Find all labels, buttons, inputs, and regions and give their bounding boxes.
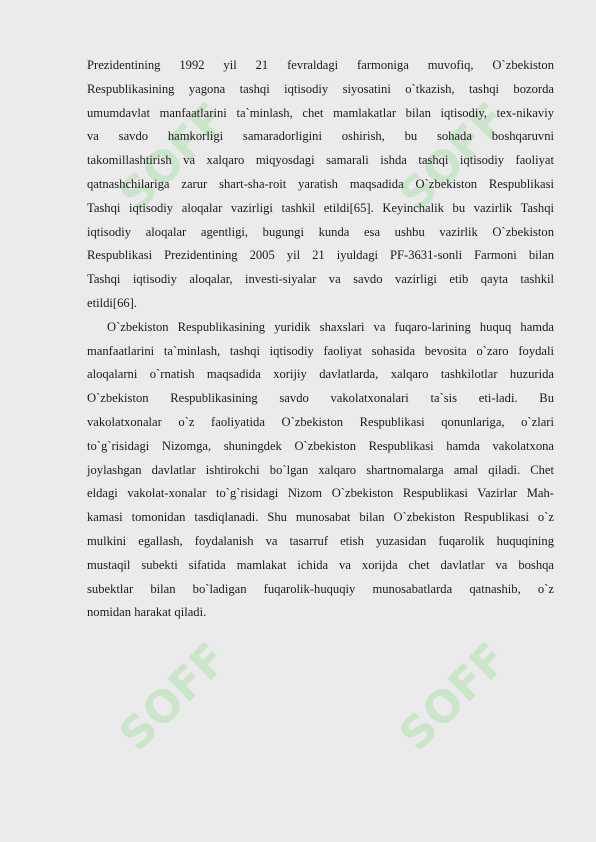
body-text bbox=[87, 54, 554, 625]
text-line: takomillashtirish va xalqaro miqyosdagi samarali ishda tashqi iqtisodiy faoliyat bbox=[87, 153, 554, 168]
text-line: aloqalarni o`rnatish maqsadida xorijiy davlatlarda, xalqaro tashkilotlar huzurida bbox=[87, 367, 554, 382]
text-line: Tashqi iqtisodiy aloqalar, investi-siyalar va savdo vazirligi etib qayta tashkil bbox=[87, 272, 554, 287]
text-line: joylashgan davlatlar ishtirokchi bo`lgan xalqaro shartnomalarga amal qiladi. Chet bbox=[87, 462, 554, 477]
text-line: vakolatxonalar o`z faoliyatida O`zbekiston Respublikasi qonunlariga, o`zlari bbox=[87, 414, 554, 429]
svg-text:SOFF: SOFF bbox=[109, 633, 238, 761]
text-line: Respublikasining yagona tashqi iqtisodiy siyosatini o`tkazish, tashqi bozorda bbox=[87, 81, 554, 96]
text-line: eldagi vakolat-xonalar to`g`risidagi Nizom O`zbekiston Respublikasi Vazirlar Mah- bbox=[87, 486, 554, 501]
text-line: Respublikasi Prezidentining 2005 yil 21 iyuldagi PF-3631-sonli Farmoni bilan bbox=[87, 248, 554, 263]
text-line: qatnashchilariga zarur shart-sha-roit yaratish maqsadida O`zbekiston Respublikasi bbox=[87, 176, 554, 191]
text-line: kamasi tomonidan tasdiqlanadi. Shu munosabat bilan O`zbekiston Respublikasi o`z bbox=[87, 510, 554, 525]
text-line: O`zbekiston Respublikasining savdo vakolatxonalari ta`sis eti-ladi. Bu bbox=[87, 391, 554, 406]
watermark-logo bbox=[350, 600, 550, 800]
text-line: to`g`risidagi Nizomga, shuningdek O`zbekiston Respublikasi hamda vakolatxona bbox=[87, 438, 554, 453]
text-line: mulkini egallash, foydalanish va tasarruf etish yuzasidan fuqarolik huquqining bbox=[87, 533, 554, 548]
text-line: Prezidentining 1992 yil 21 fevraldagi farmoniga muvofiq, O`zbekiston bbox=[87, 58, 554, 72]
text-line: Tashqi iqtisodiy aloqalar vazirligi tashkil etildi[65]. Keyinchalik bu vazirlik Tashqi bbox=[87, 200, 554, 215]
svg-text:SOFF: SOFF bbox=[389, 633, 518, 761]
svg-text:SOFF: SOFF bbox=[389, 93, 518, 221]
text-line: umumdavlat manfaatlarini ta`minlash, chet mamlakatlar bilan iqtisodiy, tex-nikaviy bbox=[87, 105, 554, 120]
text-line: manfaatlarini ta`minlash, tashqi iqtisodiy faoliyat sohasida bevosita o`zaro foydali bbox=[87, 343, 554, 358]
text-line: O`zbekiston Respublikasining yuridik shaxslari va fuqaro-larining huquq hamda bbox=[107, 319, 554, 334]
watermark-logo bbox=[70, 600, 270, 800]
text-line: etildi[66]. bbox=[87, 295, 138, 310]
svg-text:SOFF: SOFF bbox=[109, 93, 238, 221]
text-line: va savdo hamkorligi samaradorligini oshirish, bu sohada boshqaruvni bbox=[87, 129, 554, 144]
text-line: subektlar bilan bo`ladigan fuqarolik-huquqiy munosabatlarda qatnashib, o`z bbox=[87, 581, 554, 596]
paragraph-1 bbox=[87, 54, 554, 316]
text-line: iqtisodiy aloqalar agentligi, bugungi kunda esa ushbu vazirlik O`zbekiston bbox=[87, 224, 554, 239]
text-line: nomidan harakat qiladi. bbox=[87, 605, 207, 620]
paragraph-2 bbox=[87, 316, 554, 625]
text-line: mustaqil subekti sifatida mamlakat ichida va xorijda chet davlatlar va boshqa bbox=[87, 557, 554, 572]
